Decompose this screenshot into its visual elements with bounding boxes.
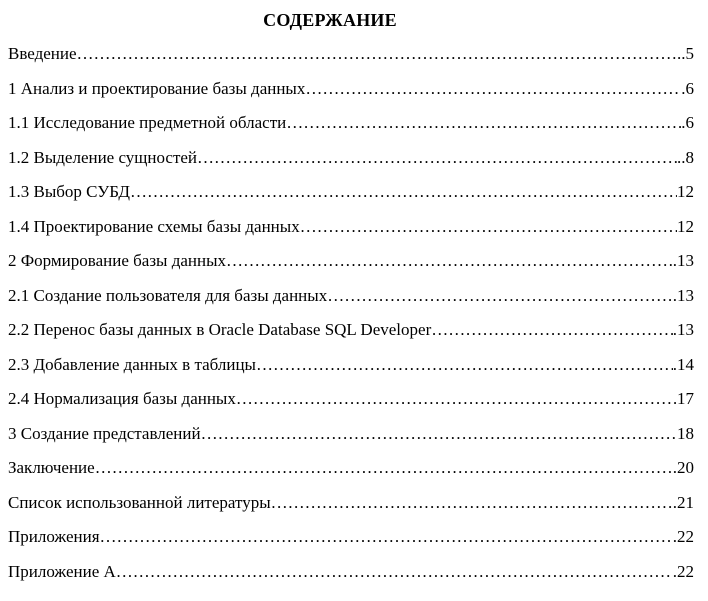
toc-entry-label: Список использованной литературы <box>8 492 271 512</box>
table-of-contents <box>8 43 694 595</box>
toc-entry <box>8 492 694 527</box>
dot-leader <box>300 216 677 238</box>
toc-entry <box>8 250 694 285</box>
page-title: СОДЕРЖАНИЕ <box>263 10 397 30</box>
dot-leader <box>431 319 673 341</box>
toc-entry-label: 1.1 Исследование предметной области <box>8 113 287 132</box>
toc-entry <box>8 78 694 113</box>
toc-entry <box>8 285 694 320</box>
toc-entry-label: 1.2 Выделение сущностей <box>8 147 198 167</box>
dot-leader <box>256 354 673 376</box>
dot-leader <box>305 78 681 100</box>
dot-leader <box>197 147 677 169</box>
toc-entry-label: 2.1 Создание пользователя для базы данных <box>8 285 328 305</box>
toc-entry-label: 2 Формирование базы данных <box>8 251 227 270</box>
toc-entry <box>8 319 694 354</box>
toc-entry-page: 18 <box>677 423 694 443</box>
toc-entry <box>8 388 694 423</box>
toc-entry-page: .13 <box>672 320 694 339</box>
toc-entry-label: Приложения <box>8 527 100 546</box>
dot-leader <box>116 561 673 583</box>
toc-entry-label: 3 Создание представлений <box>8 423 201 443</box>
toc-entry-page: .13 <box>672 251 694 270</box>
toc-entry <box>8 354 694 389</box>
toc-entry <box>8 561 694 596</box>
toc-entry-page: ..5 <box>677 44 694 63</box>
toc-entry-page: .22 <box>672 527 694 546</box>
dot-leader <box>201 423 677 445</box>
toc-entry-page: .22 <box>672 561 694 581</box>
toc-entry-page: .21 <box>672 492 694 512</box>
toc-entry-page: ..8 <box>677 147 694 167</box>
toc-entry <box>8 457 694 492</box>
toc-entry <box>8 526 694 561</box>
dot-leader <box>271 492 673 514</box>
toc-entry-label: 1.4 Проектирование схемы базы данных <box>8 216 300 236</box>
dot-leader <box>327 285 673 307</box>
toc-entry <box>8 423 694 458</box>
dot-leader <box>236 388 677 410</box>
toc-entry-label: 1.3 Выбор СУБД <box>8 182 131 201</box>
toc-entry <box>8 181 694 216</box>
toc-entry-page: .20 <box>672 458 694 477</box>
dot-leader <box>226 250 673 272</box>
dot-leader <box>77 43 677 65</box>
toc-entry <box>8 112 694 147</box>
dot-leader <box>286 112 681 134</box>
toc-entry-label: Заключение <box>8 458 95 477</box>
toc-entry-page: .6 <box>681 113 694 132</box>
toc-entry-page: .14 <box>672 354 694 374</box>
dot-leader <box>130 181 677 203</box>
toc-entry-label: 2.2 Перенос базы данных в Oracle Database SQL Developer <box>8 320 432 339</box>
toc-entry-page: .13 <box>672 285 694 305</box>
toc-entry <box>8 147 694 182</box>
toc-entry-page: 12 <box>677 182 694 201</box>
dot-leader <box>100 526 673 548</box>
dot-leader <box>95 457 673 479</box>
toc-entry-page: 17 <box>677 389 694 408</box>
toc-entry-label: Приложение А <box>8 561 116 581</box>
toc-entry-label: 1 Анализ и проектирование базы данных <box>8 78 306 98</box>
toc-entry-label: Введение <box>8 44 77 63</box>
toc-entry <box>8 216 694 251</box>
toc-entry-page: .6 <box>681 78 694 98</box>
toc-entry-label: 2.3 Добавление данных в таблицы <box>8 354 256 374</box>
toc-entry-label: 2.4 Нормализация базы данных <box>8 389 236 408</box>
toc-entry <box>8 43 694 78</box>
toc-entry-page: 12 <box>677 216 694 236</box>
